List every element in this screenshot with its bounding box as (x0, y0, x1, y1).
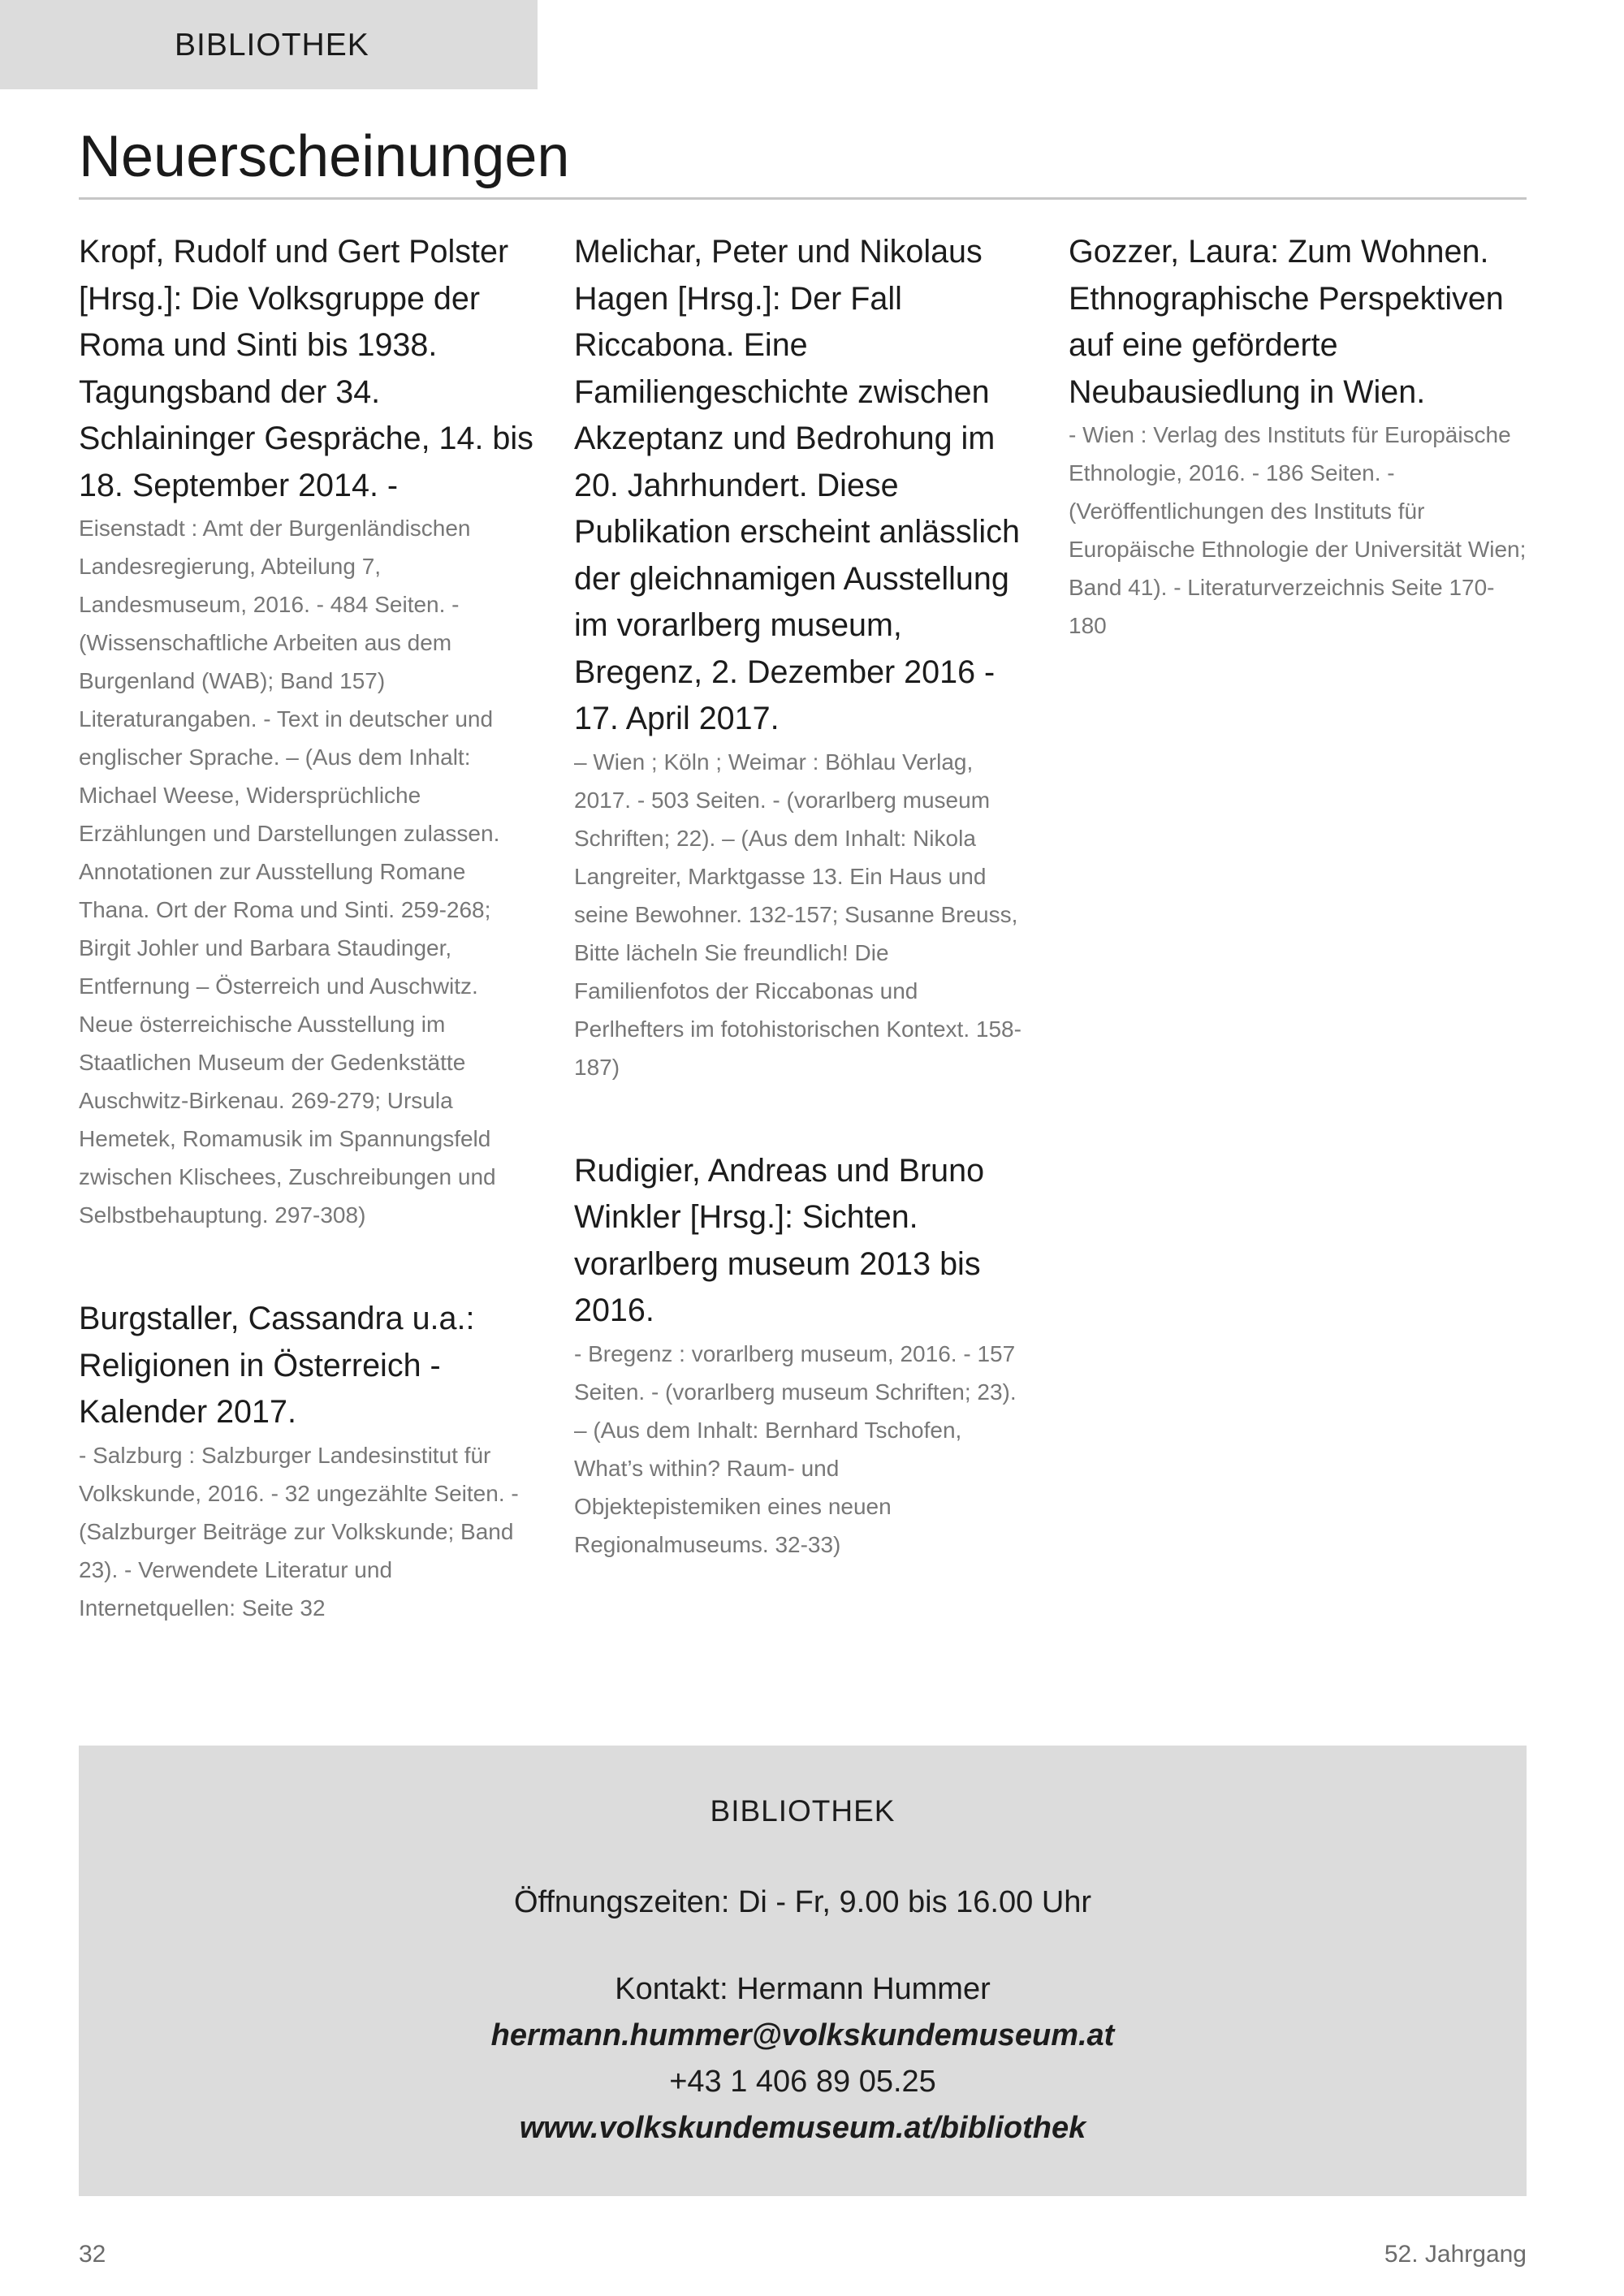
contact-phone: +43 1 406 89 05.25 (669, 2065, 936, 2099)
info-box-heading: BIBLIOTHEK (710, 1794, 896, 1828)
title-divider (79, 197, 1527, 200)
volume-label: 52. Jahrgang (1384, 2241, 1527, 2268)
library-info-box (79, 1746, 1527, 2196)
website-link[interactable]: www.volkskundemuseum.at/bibliothek (519, 2111, 1086, 2145)
book-title: Gozzer, Laura: Zum Wohnen. Ethnographische Perspektiven auf eine geförderte Neubausiedlung in Wien. (1069, 234, 1504, 410)
contact-block (79, 1966, 1527, 2151)
book-title: Rudigier, Andreas und Bruno Winkler [Hrsg.]: Sichten. vorarlberg museum 2013 bis 2016. (574, 1152, 985, 1328)
book-entry-melichar (574, 229, 1029, 1086)
book-entry-rudigier (574, 1148, 1029, 1564)
book-details: – Wien ; Köln ; Weimar : Böhlau Verlag, 2017. - 503 Seiten. - (vorarlberg museum Schriften; 22). – (Aus dem Inhalt: Nikola Langreiter, Marktgasse 13. Ein Haus und seine Bewohner. 132-157; Susanne Breuss, Bitte lächeln Sie freundlich! Die Familienfotos der Riccabonas und Perlhefters im fotohistorischen Kontext. 158-187) (574, 749, 1021, 1080)
section-label: BIBLIOTHEK (175, 28, 369, 63)
column-1 (79, 229, 533, 1689)
column-3 (1069, 229, 1531, 706)
book-details: - Salzburg : Salzburger Landesinstitut für Volkskunde, 2016. - 32 ungezählte Seiten. - (Salzburger Beiträge zur Volkskunde; Band 23). - Verwendete Literatur und Internetquellen: Seite 32 (79, 1442, 519, 1621)
book-entry-kropf (79, 229, 533, 1234)
contact-label: Kontakt: Hermann Hummer (615, 1972, 991, 2006)
column-2 (574, 229, 1029, 1625)
page-title: Neuerscheinungen (79, 124, 570, 189)
book-details: Eisenstadt : Amt der Burgenländischen Landesregierung, Abteilung 7, Landesmuseum, 2016. - 484 Seiten. - (Wissenschaftliche Arbeiten aus dem Burgenland (WAB); Band 157) Literaturangaben. - Text in deutscher und englischer Sprache. – (Aus dem Inhalt: Michael Weese, Widersprüchliche Erzählungen und Darstellungen zulassen. Annotationen zur Ausstellung Romane Thana. Ort der Roma und Sinti. 259-268; Birgit Johler und Barbara Staudinger, Entfernung – Österreich und Auschwitz. Neue österreichische Ausstellung im Staatlichen Museum der Gedenkstätte Auschwitz-Birkenau. 269-279; Ursula Hemetek, Romamusik im Spannungsfeld zwischen Klischees, Zuschreibungen und Selbstbehauptung. 297-308) (79, 516, 500, 1228)
book-title: Melichar, Peter und Nikolaus Hagen [Hrsg.]: Der Fall Riccabona. Eine Familiengeschichte zwischen Akzeptanz und Bedrohung im 20. Jahrhundert. Diese Publikation erscheint anlässlich der gleichnamigen Ausstellung im vorarlberg museum, Bregenz, 2. Dezember 2016 - 17. April 2017. (574, 234, 1020, 736)
book-entry-burgstaller (79, 1296, 533, 1627)
book-details: - Bregenz : vorarlberg museum, 2016. - 157 Seiten. - (vorarlberg museum Schriften; 23). – (Aus dem Inhalt: Bernhard Tschofen, What’s within? Raum- und Objektepistemiken eines neuen Regionalmuseums. 32-33) (574, 1340, 1017, 1557)
section-tab (0, 0, 538, 89)
book-entry-gozzer (1069, 229, 1531, 645)
page-number: 32 (79, 2241, 106, 2268)
book-details: - Wien : Verlag des Instituts für Europäische Ethnologie, 2016. - 186 Seiten. - (Veröffentlichungen des Instituts für Europäische Ethnologie der Universität Wien; Band 41). - Literaturverzeichnis Seite 170-180 (1069, 422, 1527, 638)
contact-email-link[interactable]: hermann.hummer@volkskundemuseum.at (490, 2018, 1115, 2052)
book-title: Burgstaller, Cassandra u.a.: Religionen in Österreich - Kalender 2017. (79, 1301, 475, 1430)
opening-hours: Öffnungszeiten: Di - Fr, 9.00 bis 16.00 Uhr (513, 1885, 1092, 1919)
book-title: Kropf, Rudolf und Gert Polster [Hrsg.]: Die Volksgruppe der Roma und Sinti bis 1938. Tagungsband der 34. Schlaininger Gespräche, 14. bis 18. September 2014. - (79, 234, 533, 503)
